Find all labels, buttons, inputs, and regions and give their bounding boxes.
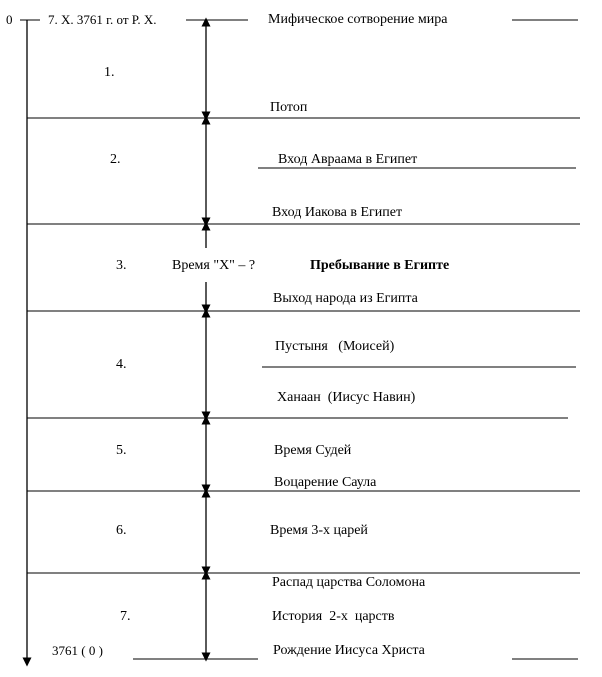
event-flood: Потоп (270, 100, 308, 115)
event-split-kingdom: Распад царства Соломона (272, 575, 426, 590)
event-two-kingdoms: История 2-х царств (272, 609, 395, 624)
period-number-2: 2. (110, 152, 121, 167)
event-desert: Пустыня (Моисей) (275, 339, 395, 354)
event-three-kings: Время 3-х царей (270, 523, 368, 538)
period-number-3: 3. (116, 258, 127, 273)
period-number-6: 6. (116, 523, 127, 538)
event-jacob-egypt: Вход Иакова в Египет (272, 205, 403, 220)
period-3-title: Пребывание в Египте (310, 258, 450, 273)
event-exodus: Выход народа из Египта (273, 291, 418, 306)
period-number-4: 4. (116, 357, 127, 372)
event-saul: Воцарение Саула (274, 475, 377, 490)
event-judges: Время Судей (274, 443, 352, 458)
period-3-question: Время "Х" – ? (172, 258, 256, 273)
axis-zero-label: 0 (6, 12, 13, 27)
start-date-label: 7. X. 3761 г. от Р. Х. (48, 12, 157, 27)
period-number-5: 5. (116, 443, 127, 458)
period-number-1: 1. (104, 65, 115, 80)
event-abraham-egypt: Вход Авраама в Египет (278, 152, 418, 167)
period-number-7: 7. (120, 609, 131, 624)
event-creation: Мифическое сотворение мира (268, 12, 448, 27)
event-canaan: Ханаан (Иисус Навин) (277, 390, 416, 405)
event-christ-birth: Рождение Иисуса Христа (273, 643, 425, 658)
end-date-label: 3761 ( 0 ) (52, 643, 103, 658)
